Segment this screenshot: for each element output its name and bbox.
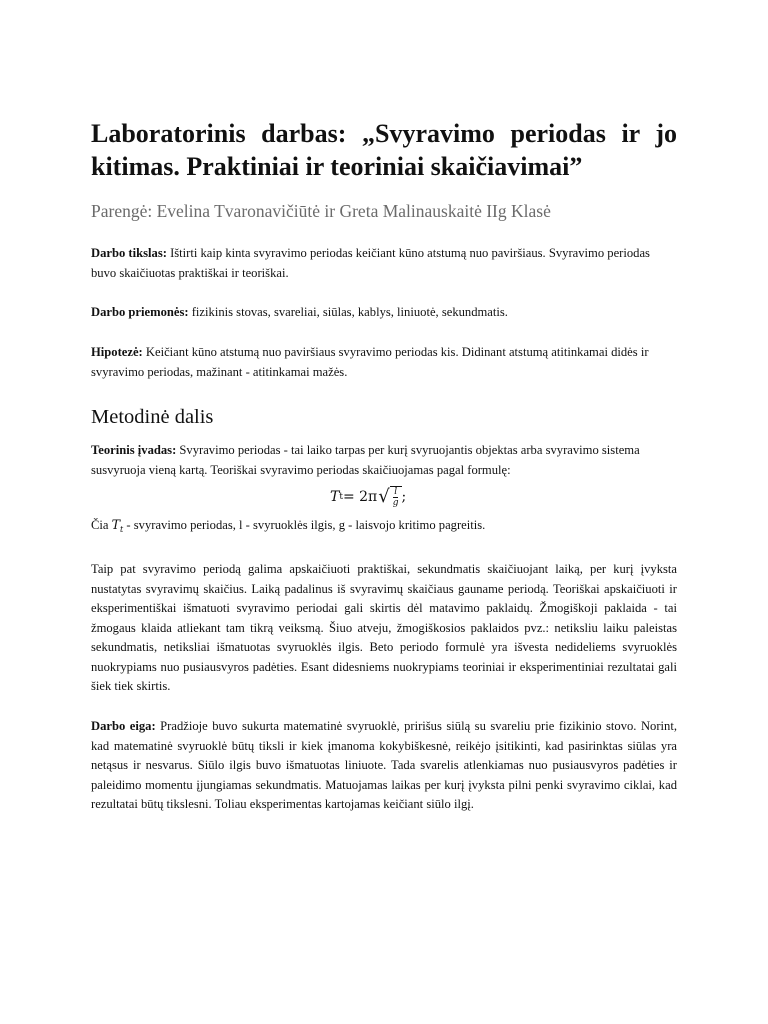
intro-paragraph (91, 441, 677, 480)
procedure-label: Darbo eiga: (91, 719, 156, 733)
section-heading: Metodinė dalis (91, 406, 214, 428)
legend-symbol-letter: T (111, 517, 121, 532)
hypothesis-paragraph (91, 343, 677, 382)
tools-paragraph (91, 303, 677, 323)
goal-paragraph (91, 244, 677, 283)
legend-prefix: Čia (91, 518, 112, 532)
legend-symbol-sub: t (120, 525, 124, 534)
formula-lhs: T (330, 489, 340, 505)
practical-paragraph: Taip pat svyravimo periodą galima apskaičiuoti praktiškai, sekundmatis skaičiuojant laiką, per kurį įvyksta nustatytas svyravimų skaičius. Laiką padalinus iš svyravimų skaičiaus gauname periodą. Teoriškai apskaičiuoti ir eksperimentiškai išmatuoti svyravimo periodai gali skirtis dėl matavimo paklaidų. Žmogiškoji paklaida - tai žmogaus klaida atliekant tam tikrą veiksmą. Šiuo atveju, žmogiškosios paklaidos pvz.: netiksliu laiku paleistas sekundmatis, netiksliai išmatuotas svyruoklės ilgis. Beto periodo formulė yra išvesta nedideliems svyruoklės nuokrypiams nuo pusiausvyros padėties. Esant didesniems nuokrypiams teoriniai ir eksperimentiniai rezultatai gali šiek tiek skirtis. (91, 562, 677, 693)
legend-text: - svyravimo periodas, l - svyruoklės ilgis, g - laisvojo kritimo pagreitis. (123, 518, 486, 532)
procedure-paragraph (91, 717, 677, 815)
intro-label: Teorinis įvadas: (91, 443, 177, 457)
formula-end: ; (401, 489, 407, 505)
formula-equals: = 2π (342, 489, 378, 505)
goal-label: Darbo tikslas: (91, 246, 167, 260)
intro-text: Svyravimo periodas - tai laiko tarpas per kurį svyruojantis objektas arba svyravimo sistema susvyruoja vieną kartą. Teoriškai svyravimo periodas skaičiuojamas pagal formulę: (91, 443, 640, 477)
formula-denominator: g (392, 498, 399, 508)
legend-symbol (112, 517, 124, 532)
formula-lhs-sub: t (339, 492, 343, 502)
hypothesis-label: Hipotezė: (91, 345, 143, 359)
period-formula (330, 482, 406, 512)
tools-text: fizikinis stovas, svareliai, siūlas, kablys, liniuotė, sekundmatis. (188, 305, 508, 319)
tools-label: Darbo priemonės: (91, 305, 189, 319)
document-title: Laboratorinis darbas: „Svyravimo periodas ir jo kitimas. Praktiniai ir teoriniai skaičiavimai” (91, 119, 677, 181)
formula-fraction (390, 486, 402, 508)
formula-sqrt (378, 486, 401, 508)
legend-paragraph (91, 515, 677, 540)
goal-text: Ištirti kaip kinta svyravimo periodas keičiant kūno atstumą nuo paviršiaus. Svyravimo periodas buvo skaičiuotas praktiškai ir teoriškai. (91, 246, 650, 280)
document-subtitle: Parengė: Evelina Tvaronavičiūtė ir Greta Malinauskaitė IIg Klasė (91, 201, 551, 221)
hypothesis-text: Keičiant kūno atstumą nuo paviršiaus svyravimo periodas kis. Didinant atstumą atitinkamai didės ir svyravimo periodas, mažinant - atitinkamai mažės. (91, 345, 649, 379)
formula-numerator: l (394, 487, 398, 497)
sqrt-symbol: √ (378, 486, 390, 507)
procedure-text: Pradžioje buvo sukurta matematinė svyruoklė, pririšus siūlą su svareliu prie fizikinio stovo. Norint, kad matematinė svyruoklė būtų tiksli ir kiek įmanoma kokybiškesnė, reikėjo įsitikinti, kad pasirinktas siūlas yra netąsus ir nesvarus. Siūlo ilgis buvo išmatuotas liniuote. Tada svarelis atlenkiamas nuo pusiausvyros padėties ir paleidimo momentu įjungiamas sekundmatis. Matuojamas laikas per kurį įvyksta pilni penki svyravimo ciklai, kad rezultatai būtų tikslesni. Toliau eksperimentas kartojamas keičiant siūlo ilgį. (91, 719, 677, 811)
